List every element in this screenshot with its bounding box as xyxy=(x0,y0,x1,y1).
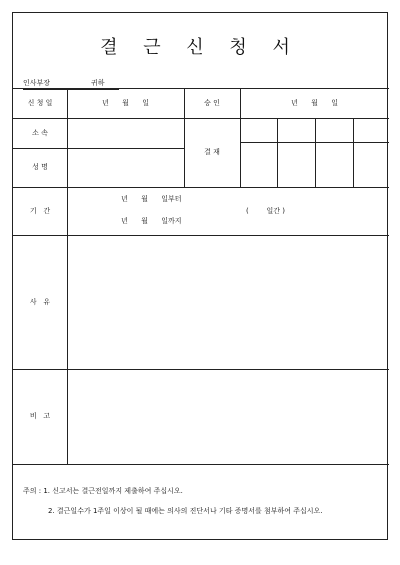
approval-label: 승 인 xyxy=(204,99,220,107)
grid-line xyxy=(13,148,184,149)
reason-label: 사 유 xyxy=(29,298,51,306)
period-label: 기 간 xyxy=(29,207,51,215)
grid-line xyxy=(13,118,389,119)
grid-line xyxy=(13,88,389,89)
name-label: 성 명 xyxy=(32,163,48,171)
note-line-1: 주의 : 1. 신고서는 결근전일까지 제출하여 주십시오. xyxy=(23,487,183,495)
department-label: 소 속 xyxy=(32,129,48,137)
form-title: 결 근 신 청 서 xyxy=(100,37,300,58)
note-line-2: 2. 결근일수가 1주일 이상이 될 때에는 의사의 진단서나 기타 증명서를 첨부하여 주십시오. xyxy=(48,507,323,515)
grid-line xyxy=(13,464,389,465)
grid-line xyxy=(67,88,68,464)
grid-line xyxy=(353,118,354,187)
grid-line xyxy=(315,118,316,187)
addressee-recipient: 인사부장 xyxy=(23,79,51,87)
approval-date-value: 년 월 일 xyxy=(291,99,338,107)
absence-application-form xyxy=(12,12,388,540)
period-from: 년 월 일부터 xyxy=(121,195,182,203)
grid-line xyxy=(13,187,389,188)
grid-line xyxy=(13,369,389,370)
addressee-honorific: 귀하 xyxy=(91,79,105,87)
grid-line xyxy=(13,235,389,236)
period-to: 년 월 일까지 xyxy=(121,217,182,225)
sign-off-label: 결 재 xyxy=(204,148,220,156)
period-days: ( 일간 ) xyxy=(246,207,286,215)
apply-date-label: 신 청 일 xyxy=(27,99,53,107)
apply-date-value: 년 월 일 xyxy=(102,99,149,107)
remarks-label: 비 고 xyxy=(29,412,51,420)
grid-line xyxy=(277,118,278,187)
